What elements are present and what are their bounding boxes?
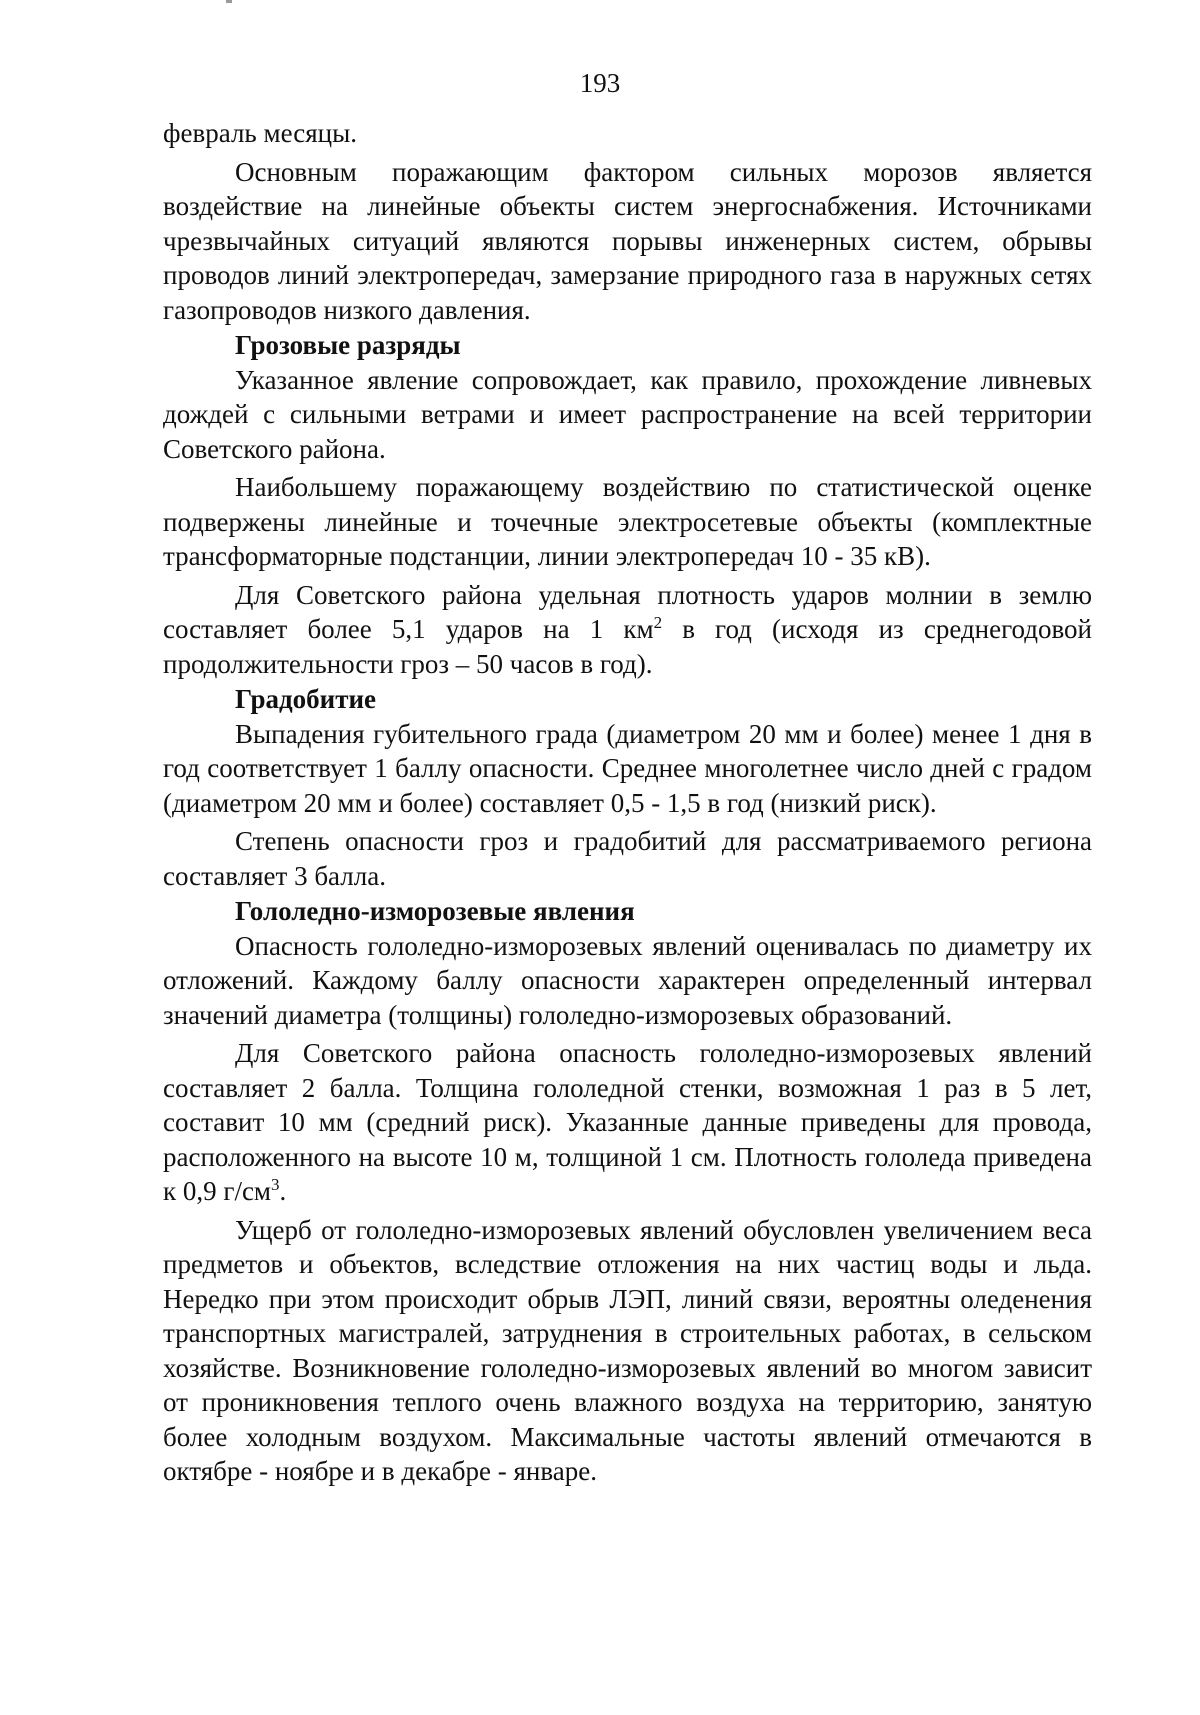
lightning-text-a: Для Советского района удельная плотность ударов молнии в землю составляет более 5,1 ударов на 1 км [163,579,1092,644]
heading-icing: Гололедно-изморозевые явления [235,896,635,926]
paragraph-hail-description: Выпадения губительного града (диаметром 20 мм и более) менее 1 дня в год соответствует 1 баллу опасности. Среднее многолетнее число дней с градом (диаметром 20 мм и более) составляет 0,5 - 1,5 в год (низкий риск). [163,718,1092,818]
paragraph-lightning-density [163,578,1092,682]
icing-text-a: Для Советского района опасность гололедно-изморозевых явлений составляет 2 балла. Толщина гололедной стенки, возможная 1 раз в 5 лет, составит 10 мм (средний риск). Указанные данные приведены для провода, расположенного на высоте 10 м, толщиной 1 см. Плотность гололеда приведена к 0,9 г/см [163,1038,1092,1206]
heading-hail: Градобитие [235,684,377,714]
paragraph-icing-damage: Ущерб от гололедно-изморозевых явлений обусловлен увеличением веса предметов и объектов, вследствие отложения на них частиц воды и льда. Нередко при этом происходит обрыв ЛЭП, линий связи, вероятны оледенения транспортных магистралей, затруднения в строительных работах, в сельском хозяйстве. Возникновение гололедно-изморозевых явлений во многом зависит от проникновения теплого очень влажного воздуха на территорию, занятую более холодным воздухом. Максимальные частоты явлений отмечаются в октябре - ноябре и в декабре - январе. [163,1214,1092,1486]
paragraph-frost-damage: Основным поражающим фактором сильных морозов является воздействие на линейные объекты систем энергоснабжения. Источниками чрезвычайных ситуаций являются порывы инженерных систем, обрывы проводов линий электропередач, замерзание природного газа в наружных сетях газопроводов низкого давления. [163,156,1092,325]
paragraph-icing-assessment: Опасность гололедно-изморозевых явлений оценивалась по диаметру их отложений. Каждому баллу опасности характерен определенный интервал значений диаметра (толщины) гололедно-изморозевых образований. [163,930,1092,1030]
lightning-text-b: в год (исходя из среднегодовой продолжительности гроз – 50 часов в год). [163,614,1092,679]
paragraph-thunder-description: Указанное явление сопровождает, как правило, прохождение ливневых дождей с сильными ветрами и имеет распространение на всей территории Советского района. [163,364,1092,464]
icing-text-b: . [279,1176,287,1206]
paragraph-icing-values [163,1036,1092,1209]
body-text [163,116,1092,1489]
page-number: 193 [579,68,621,98]
heading-thunderstorms: Грозовые разряды [235,330,461,360]
paragraph-thunder-impact: Наибольшему поражающему воздействию по статистической оценке подвержены линейные и точечные электросетевые объекты (комплектные трансформаторные подстанции, линии электропередач 10 - 35 кВ). [163,472,1092,571]
superscript-2: 2 [653,613,663,632]
scan-artifact [226,0,232,3]
superscript-3: 3 [271,1175,280,1194]
paragraph-hail-danger-level: Степень опасности гроз и градобитий для рассматриваемого региона составляет 3 балла. [163,826,1092,891]
paragraph-continuation: февраль месяцы. [163,118,357,148]
